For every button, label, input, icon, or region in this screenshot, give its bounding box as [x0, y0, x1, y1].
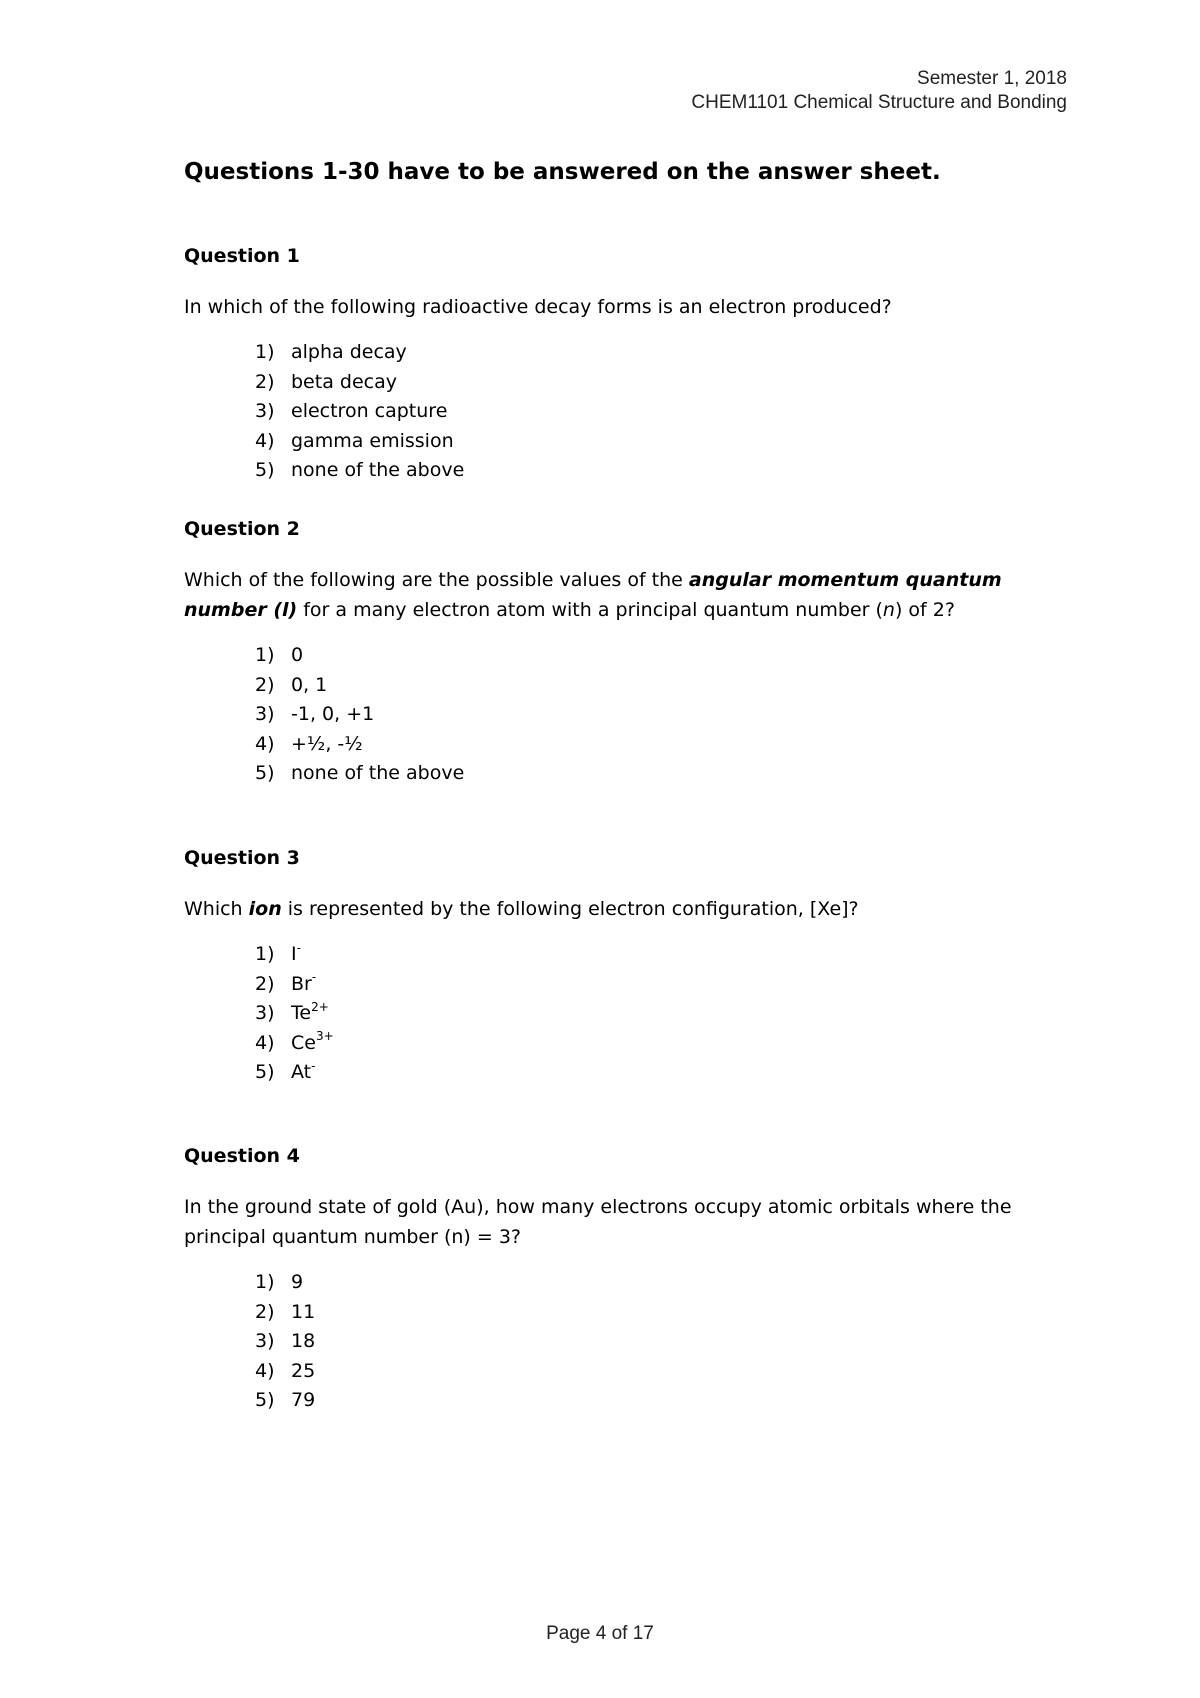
option-number: 2) [255, 673, 275, 696]
option-text: 79 [291, 1389, 316, 1412]
option-item [255, 1327, 1064, 1357]
option-number: 3) [255, 1330, 275, 1353]
exam-content [184, 158, 1064, 1412]
option-list [184, 641, 1064, 789]
option-list [184, 1268, 1064, 1416]
option-text: 0, 1 [291, 673, 328, 696]
option-number: 2) [255, 370, 275, 393]
option-number: 3) [255, 1002, 275, 1025]
option-text: gamma emission [291, 429, 454, 452]
option-item [255, 940, 1064, 970]
option-item [255, 700, 1064, 730]
question-4 [184, 1144, 1064, 1416]
option-item [255, 641, 1064, 671]
question-text-part: Which [184, 898, 249, 920]
option-number: 1) [255, 644, 275, 666]
ion-symbol: Br [291, 972, 312, 995]
question-text-part: Which of the following are the possible values of the [184, 569, 689, 591]
question-text-emphasis: ion [248, 898, 282, 920]
ion-charge: 2+ [311, 999, 329, 1014]
question-text-emphasis: angular momentum quantum number (l) [184, 569, 1002, 621]
option-item [255, 397, 1064, 427]
page-number: Page 4 of 17 [546, 1623, 654, 1644]
ion-symbol: Te [291, 1002, 312, 1025]
option-number: 5) [255, 459, 275, 482]
page-header [691, 67, 1067, 115]
option-text: alpha decay [291, 341, 407, 363]
option-list [184, 940, 1064, 1088]
option-number: 2) [255, 1300, 275, 1323]
option-item [255, 970, 1064, 1000]
option-number: 1) [255, 341, 275, 363]
option-number: 1) [255, 943, 275, 965]
option-text: electron capture [291, 400, 448, 423]
semester-label: Semester 1, 2018 [917, 68, 1067, 89]
option-item [255, 730, 1064, 760]
option-text: 18 [291, 1330, 316, 1353]
option-item [255, 1029, 1064, 1059]
question-title: Question 3 [184, 847, 300, 869]
option-text: +½, -½ [291, 732, 363, 755]
question-text-part: ) of 2? [894, 599, 955, 621]
option-text: 11 [291, 1300, 316, 1323]
option-text: beta decay [291, 370, 397, 393]
ion-charge: 3+ [315, 1029, 334, 1044]
option-number: 4) [255, 429, 275, 452]
option-number: 2) [255, 972, 275, 995]
ion-charge: - [311, 1059, 316, 1074]
option-item [255, 1357, 1064, 1387]
option-item [255, 759, 1064, 789]
option-item [255, 427, 1064, 457]
ion-symbol: I [291, 943, 297, 965]
option-list [184, 338, 1064, 486]
option-text: -1, 0, +1 [291, 703, 375, 726]
option-text: none of the above [291, 762, 465, 785]
question-text [184, 565, 1064, 625]
option-item [255, 456, 1064, 486]
option-text: 25 [291, 1359, 316, 1382]
course-title: CHEM1101 Chemical Structure and Bonding [691, 92, 1067, 113]
option-item [255, 338, 1064, 368]
question-text-italic: n [882, 599, 895, 621]
option-number: 5) [255, 762, 275, 785]
option-item [255, 1298, 1064, 1328]
option-item [255, 1386, 1064, 1416]
option-item [255, 999, 1064, 1029]
option-text: 9 [291, 1271, 304, 1293]
option-number: 5) [255, 1389, 275, 1412]
option-text: none of the above [291, 459, 465, 482]
ion-symbol: Ce [291, 1031, 316, 1054]
ion-charge: - [296, 940, 301, 955]
option-number: 4) [255, 732, 275, 755]
question-2 [184, 517, 1064, 789]
option-number: 4) [255, 1359, 275, 1382]
question-text [184, 894, 1064, 924]
option-number: 1) [255, 1271, 275, 1293]
ion-charge: - [311, 970, 317, 985]
question-text-part: is represented by the following electron configuration, [Xe]? [281, 898, 859, 920]
ion-symbol: At [291, 1061, 312, 1084]
option-number: 3) [255, 400, 275, 423]
option-text: 0 [291, 644, 304, 666]
option-number: 3) [255, 703, 275, 726]
option-item [255, 1058, 1064, 1088]
question-1 [184, 244, 1064, 486]
question-title: Question 4 [184, 1145, 300, 1167]
option-item [255, 1268, 1064, 1298]
option-number: 4) [255, 1031, 275, 1054]
option-number: 5) [255, 1061, 275, 1084]
question-title: Question 1 [184, 245, 300, 267]
question-3 [184, 846, 1064, 1088]
instructions-heading: Questions 1-30 have to be answered on the answer sheet. [184, 159, 941, 185]
question-text: In which of the following radioactive decay forms is an electron produced? [184, 296, 892, 318]
question-title: Question 2 [184, 518, 300, 540]
question-text: In the ground state of gold (Au), how many electrons occupy atomic orbitals where the principal quantum number (n) = 3? [184, 1196, 1012, 1248]
option-item [255, 368, 1064, 398]
question-text-part: for a many electron atom with a principal quantum number ( [297, 599, 883, 621]
option-item [255, 671, 1064, 701]
